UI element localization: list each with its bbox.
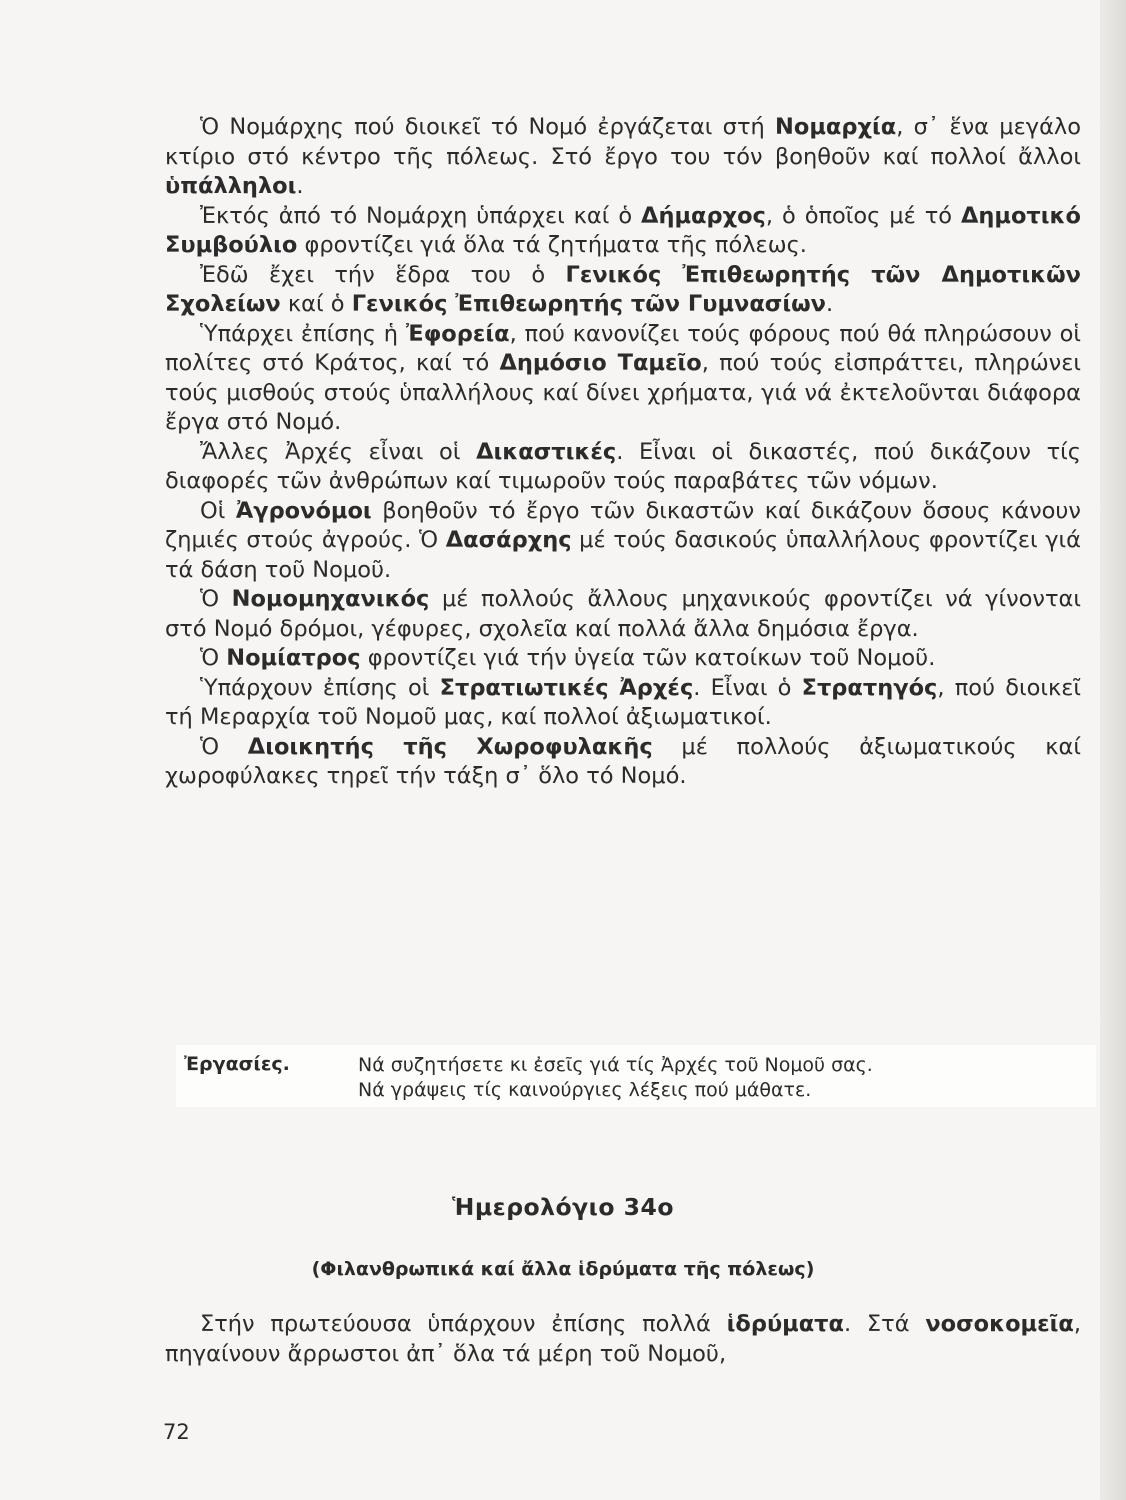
paragraph-idrymata: Στήν πρωτεύουσα ὑπάρχουν ἐπίσης πολλά ἱδρύματα. Στά νοσοκομεῖα, πηγαίνουν ἄρρωστοι ἀπ᾽ ὅλα τά μέρη τοῦ Νομοῦ, bbox=[165, 1311, 1081, 1367]
task-item: Νά γράψεις τίς καινούργιες λέξεις πού μάθατε. bbox=[358, 1079, 812, 1101]
paragraph-dimarchos: Ἐκτός ἀπό τό Νομάρχη ὑπάρχει καί ὁ Δήμαρχος, ὁ ὁποῖος μέ τό Δημοτικό Συμβούλιο φροντίζει γιά ὅλα τά ζητήματα τῆς πόλεως. bbox=[165, 202, 1081, 258]
task-item: Νά συζητήσετε κι ἐσεῖς γιά τίς Ἀρχές τοῦ Νομοῦ σας. bbox=[358, 1054, 873, 1076]
diary-subheading: (Φιλανθρωπικά καί ἄλλα ἱδρύματα τῆς πόλεως) bbox=[311, 1258, 815, 1280]
paragraph-chorofylaki: Ὁ Διοικητής τῆς Χωροφυλακῆς μέ πολλούς ἀξιωματικούς καί χωροφύλακες τηρεῖ τήν τάξη σ᾽ ὅλο τό Νομό. bbox=[165, 733, 1081, 789]
paragraph-eforeia: Ὑπάρχει ἐπίσης ἡ Ἐφορεία, πού κανονίζει τούς φόρους πού θά πληρώσουν οἱ πολίτες στό Κράτος, καί τό Δημόσιο Ταμεῖο, πού τούς εἰσπράττει, πληρώνει τούς μισθούς στούς ὑπαλλήλους καί δίνει χρήματα, γιά νά ἐκτελοῦνται διάφορα ἔργα στό Νομό. bbox=[165, 320, 1082, 435]
tasks-box bbox=[176, 1045, 1096, 1107]
paragraph-epitheoritis: Ἐδῶ ἔχει τήν ἕδρα του ὁ Γενικός Ἐπιθεωρητής τῶν Δημοτικῶν Σχολείων καί ὁ Γενικός Ἐπιθεωρητής τῶν Γυμνασίων. bbox=[165, 261, 1081, 317]
paragraph-nomarchis: Ὁ Νομάρχης πού διοικεῖ τό Νομό ἐργάζεται στή Νομαρχία, σ᾽ ἕνα μεγάλο κτίριο στό κέντρο τῆς πόλεως. Στό ἔργο του τόν βοηθοῦν καί πολλοί ἄλλοι ὑπάλληλοι. bbox=[165, 114, 1081, 199]
page-number: 72 bbox=[163, 1420, 190, 1444]
paragraph-nomiatros: Ὁ Νομίατρος φροντίζει γιά τήν ὑγεία τῶν κατοίκων τοῦ Νομοῦ. bbox=[200, 645, 936, 671]
tasks-label: Ἐργασίες. bbox=[184, 1053, 290, 1075]
diary-heading: Ἡμερολόγιο 34ο bbox=[451, 1193, 675, 1221]
paragraph-nomomichanikos: Ὁ Νομομηχανικός μέ πολλούς ἄλλους μηχανικούς φροντίζει νά γίνονται στό Νομό δρόμοι, γέφυρες, σχολεῖα καί πολλά ἄλλα δημόσια ἔργα. bbox=[165, 586, 1081, 642]
diary-text bbox=[165, 1310, 1081, 1369]
paragraph-stratiotikes: Ὑπάρχουν ἐπίσης οἱ Στρατιωτικές Ἀρχές. Εἶναι ὁ Στρατηγός, πού διοικεῖ τή Μεραρχία τοῦ Νομοῦ μας, καί πολλοί ἀξιωματικοί. bbox=[165, 674, 1081, 730]
main-text bbox=[165, 113, 1081, 792]
paragraph-agronomoi: Οἱ Ἀγρονόμοι βοηθοῦν τό ἔργο τῶν δικαστῶν καί δικάζουν ὅσους κάνουν ζημιές στούς ἀγρούς. Ὁ Δασάρχης μέ τούς δασικούς ὑπαλλήλους φροντίζει γιά τά δάση τοῦ Νομοῦ. bbox=[165, 497, 1082, 583]
paragraph-dikastikes: Ἄλλες Ἀρχές εἶναι οἱ Δικαστικές. Εἶναι οἱ δικαστές, πού δικάζουν τίς διαφορές τῶν ἀνθρώπων καί τιμωροῦν τούς παραβάτες τῶν νόμων. bbox=[165, 438, 1081, 494]
